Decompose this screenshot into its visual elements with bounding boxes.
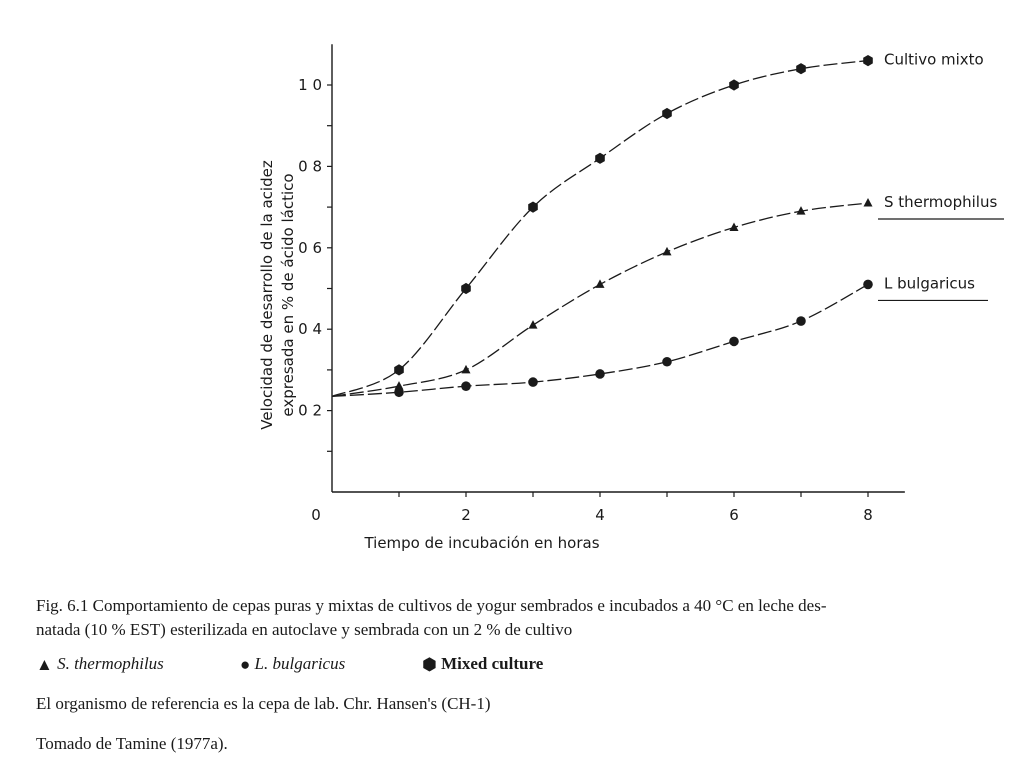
marker-circle	[394, 387, 404, 397]
series-line-1	[332, 203, 868, 396]
x-tick-label: 4	[595, 506, 605, 524]
marker-hexagon	[729, 79, 739, 90]
x-tick-label: 0	[311, 506, 321, 524]
marker-circle	[662, 357, 672, 367]
y-axis-label-line2: expresada en % de ácido láctico	[279, 173, 297, 417]
marker-hexagon	[394, 364, 404, 375]
chart-series-markers	[394, 55, 873, 397]
marker-hexagon	[662, 108, 672, 119]
series-label: S thermophilus	[884, 193, 998, 212]
hexagon-icon: ⬢	[422, 655, 437, 675]
caption-line-1: Fig. 6.1 Comportamiento de cepas puras y mixtas de cultivos de yogur sembrados e incubados a 40 °C en leche des-	[36, 596, 827, 615]
triangle-icon: ▲	[36, 655, 53, 675]
y-tick-label: 0 6	[298, 238, 322, 257]
series-label: Cultivo mixto	[884, 50, 984, 69]
y-tick-label: 0 2	[298, 401, 322, 420]
x-tick-label: 2	[461, 506, 471, 524]
series-label: L bulgaricus	[884, 274, 975, 293]
marker-circle	[461, 381, 471, 391]
chart-ticks	[298, 76, 873, 524]
legend-item-mixed-culture	[422, 654, 543, 675]
marker-triangle	[596, 279, 605, 288]
legend-item-l-bulgaricus	[240, 654, 345, 675]
series-line-0	[332, 61, 868, 397]
y-axis-label-line1: Velocidad de desarrollo de la acidez	[258, 160, 276, 430]
marker-hexagon	[595, 153, 605, 164]
chart-axes	[332, 44, 905, 492]
x-tick-label: 6	[729, 506, 739, 524]
legend-label: L. bulgaricus	[254, 654, 346, 673]
legend-label: Mixed culture	[441, 654, 544, 673]
x-axis-label: Tiempo de incubación en horas	[364, 534, 600, 552]
y-tick-label: 0 8	[298, 157, 322, 176]
series-line-2	[332, 284, 868, 396]
marker-circle	[863, 280, 873, 290]
marker-circle	[729, 337, 739, 347]
legend-label: S. thermophilus	[57, 654, 164, 673]
caption-source: Tomado de Tamine (1977a).	[36, 734, 228, 753]
chart-series-labels	[878, 51, 1004, 301]
y-tick-label: 0 4	[298, 320, 322, 339]
marker-triangle	[864, 198, 873, 207]
marker-triangle	[529, 320, 538, 329]
legend-item-s-thermophilus	[36, 654, 164, 675]
chart-series-lines	[332, 61, 868, 397]
figure-caption	[36, 594, 996, 642]
caption-reference: El organismo de referencia es la cepa de lab. Chr. Hansen's (CH-1)	[36, 694, 491, 713]
y-tick-label: 1 0	[298, 76, 322, 94]
marker-circle	[796, 316, 806, 326]
x-tick-label: 8	[863, 506, 873, 524]
marker-circle	[528, 377, 538, 387]
caption-line-2: natada (10 % EST) esterilizada en autoclave y sembrada con un 2 % de cultivo	[36, 620, 573, 639]
marker-hexagon	[863, 55, 873, 66]
marker-triangle	[462, 365, 471, 374]
marker-circle	[595, 369, 605, 379]
circle-icon: ●	[240, 655, 251, 675]
marker-hexagon	[796, 63, 806, 74]
